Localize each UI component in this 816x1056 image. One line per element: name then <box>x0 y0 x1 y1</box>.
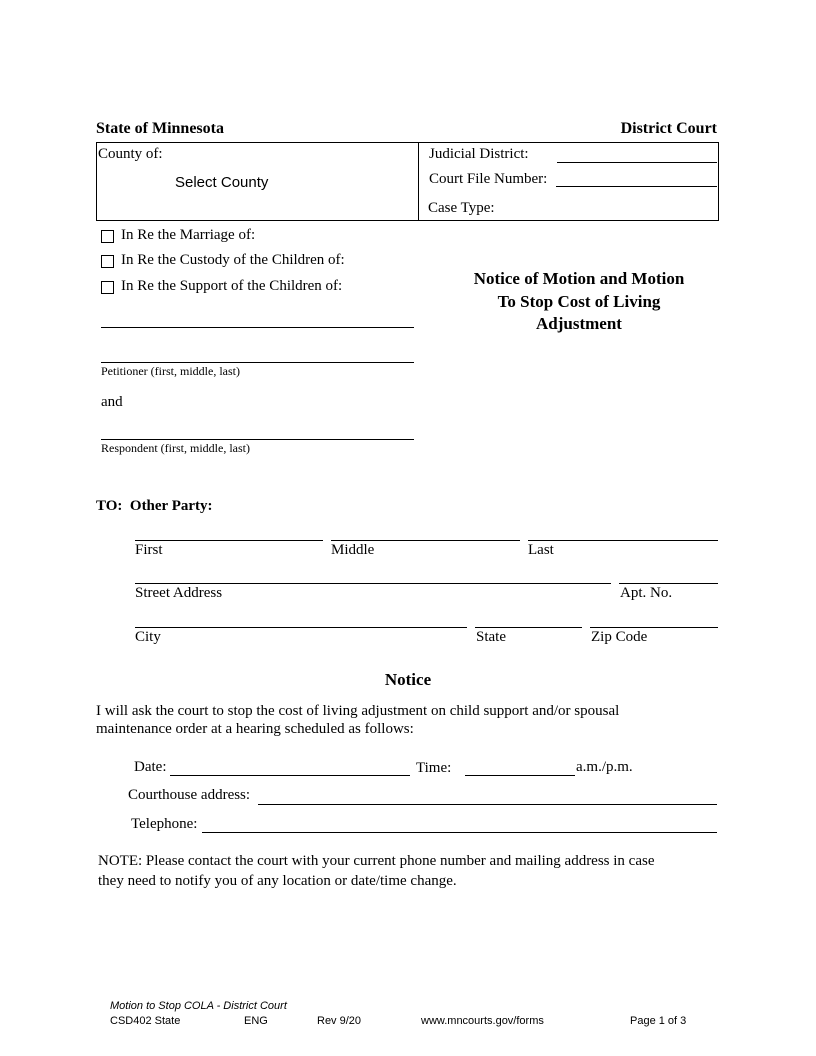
county-select[interactable]: Select County <box>175 174 269 191</box>
note-line2: they need to notify you of any location or date/time change. <box>98 873 457 889</box>
last-name-field[interactable] <box>528 540 718 541</box>
apt-no-field[interactable] <box>619 583 718 584</box>
case-type-label: Case Type: <box>428 200 495 216</box>
telephone-field[interactable] <box>202 832 717 833</box>
footer-page-number: Page 1 of 3 <box>630 1015 687 1027</box>
state-title: State of Minnesota <box>96 120 224 137</box>
street-address-field[interactable] <box>135 583 611 584</box>
footer-revision: Rev 9/20 <box>317 1015 362 1027</box>
state-label: State <box>476 629 506 645</box>
first-label: First <box>135 542 163 558</box>
form-title <box>440 268 718 336</box>
and-text: and <box>101 394 123 410</box>
support-option-label: In Re the Support of the Children of: <box>121 278 343 294</box>
court-title: District Court <box>620 120 717 137</box>
courthouse-address-label: Courthouse address: <box>128 787 251 803</box>
party-name-field[interactable] <box>101 327 414 328</box>
ampm-label: a.m./p.m. <box>576 759 633 775</box>
form-title-line2: To Stop Cost of Living <box>497 291 661 311</box>
petitioner-label: Petitioner (first, middle, last) <box>101 364 240 378</box>
marriage-checkbox[interactable] <box>101 230 114 243</box>
city-label: City <box>135 629 161 645</box>
court-file-number-field[interactable] <box>556 186 717 187</box>
judicial-district-label: Judicial District: <box>429 146 529 162</box>
time-field[interactable] <box>465 775 575 776</box>
respondent-field[interactable] <box>101 439 414 440</box>
courthouse-address-field[interactable] <box>258 804 717 805</box>
county-label: County of: <box>98 146 163 162</box>
support-checkbox[interactable] <box>101 281 114 294</box>
custody-checkbox[interactable] <box>101 255 114 268</box>
notice-text-line1: I will ask the court to stop the cost of living adjustment on child support and/or spousal <box>96 703 620 719</box>
court-file-number-label: Court File Number: <box>429 171 548 187</box>
time-label: Time: <box>416 760 452 776</box>
middle-label: Middle <box>331 542 375 558</box>
footer-language: ENG <box>244 1015 268 1027</box>
notice-text-line2: maintenance order at a hearing scheduled as follows: <box>96 721 414 737</box>
form-title-line3: Adjustment <box>536 314 622 333</box>
footer-website: www.mncourts.gov/forms <box>421 1015 544 1027</box>
zip-code-label: Zip Code <box>591 629 648 645</box>
zip-code-field[interactable] <box>590 627 718 628</box>
street-address-label: Street Address <box>135 585 223 601</box>
state-field[interactable] <box>475 627 582 628</box>
last-label: Last <box>528 542 554 558</box>
respondent-label: Respondent (first, middle, last) <box>101 441 250 455</box>
marriage-option-label: In Re the Marriage of: <box>121 227 256 243</box>
date-label: Date: <box>134 759 167 775</box>
footer-form-title: Motion to Stop COLA - District Court <box>110 1000 287 1012</box>
footer-form-code: CSD402 State <box>110 1015 181 1027</box>
caption-divider <box>418 143 419 220</box>
petitioner-field[interactable] <box>101 362 414 363</box>
telephone-label: Telephone: <box>131 816 198 832</box>
note-line1: NOTE: Please contact the court with your current phone number and mailing address in case <box>98 853 655 869</box>
apt-no-label: Apt. No. <box>620 585 673 601</box>
date-field[interactable] <box>170 775 410 776</box>
judicial-district-field[interactable] <box>557 162 717 163</box>
notice-heading: Notice <box>384 670 432 689</box>
form-title-line1: Notice of Motion and Motion <box>473 269 685 288</box>
to-heading: TO: Other Party: <box>96 498 213 514</box>
first-name-field[interactable] <box>135 540 323 541</box>
custody-option-label: In Re the Custody of the Children of: <box>121 252 345 268</box>
middle-name-field[interactable] <box>331 540 520 541</box>
city-field[interactable] <box>135 627 467 628</box>
